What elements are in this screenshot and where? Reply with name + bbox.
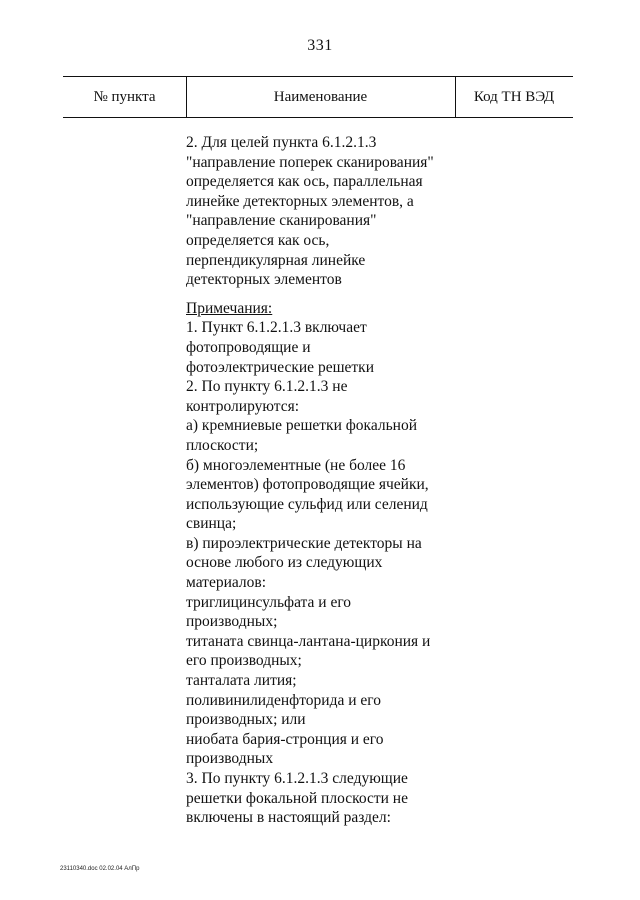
text-line: 3. По пункту 6.1.2.1.3 следующие [186,770,408,787]
text-line: определяется как ось, параллельная [186,173,423,191]
text-line: 2. По пункту 6.1.2.1.3 не [186,378,348,396]
text-line: основе любого из следующих [186,554,383,572]
text-line: перпендикулярная линейке [186,251,366,269]
text-line: контролируются: [186,397,300,415]
text-line: в) пироэлектрические детекторы на [186,534,422,552]
text-line: триглицинсульфата и его [186,593,352,611]
text-line: титаната свинца-лантана-циркония и [186,632,431,650]
text-line: фотоэлектрические решетки [186,358,374,376]
text-line: включены в настоящий раздел: [186,809,391,827]
text-line: "направление поперек сканирования" [186,153,434,171]
text-line: решетки фокальной плоскости не [186,789,408,807]
text-line: элементов) фотопроводящие ячейки, [186,476,429,494]
text-line: танталата лития; [186,672,297,690]
text-line: производных [186,750,274,768]
header-name: Наименование [273,89,368,105]
text-line: плоскости; [186,436,259,454]
text-line: "направление сканирования" [186,212,377,230]
header-item-number: № пункта [93,89,156,105]
text-line: определяется как ось, [186,231,330,249]
text-line: 2. Для целей пункта 6.1.2.1.3 [186,134,377,151]
text-line: б) многоэлементные (не более 16 [186,456,406,474]
table-header [63,76,573,118]
text-line: производных; или [186,711,306,729]
text-line: производных; [186,613,278,631]
text-line: использующие сульфид или селенид [186,495,428,513]
text-line: линейке детекторных элементов, а [186,192,414,210]
text-line: а) кремниевые решетки фокальной [186,417,418,435]
text-line: поливинилиденфторида и его [186,691,381,709]
header-tn-ved-code: Код ТН ВЭД [473,89,555,105]
definition-paragraph [186,133,456,290]
text-line: 1. Пункт 6.1.2.1.3 включает [186,319,367,337]
notes-heading: Примечания: [186,299,273,317]
notes-section [186,299,456,828]
text-line: его производных; [186,652,302,670]
text-line: ниобата бария-стронция и его [186,730,384,748]
page-number: 331 [307,37,333,54]
name-column-text [186,133,456,828]
text-line: фотопроводящие и [186,338,311,356]
text-line: детекторных элементов [186,271,342,289]
text-line: свинца; [186,515,237,533]
text-line: материалов: [186,574,267,592]
document-footer: 23110340.doc 02.02.04 АлПр [60,866,140,872]
